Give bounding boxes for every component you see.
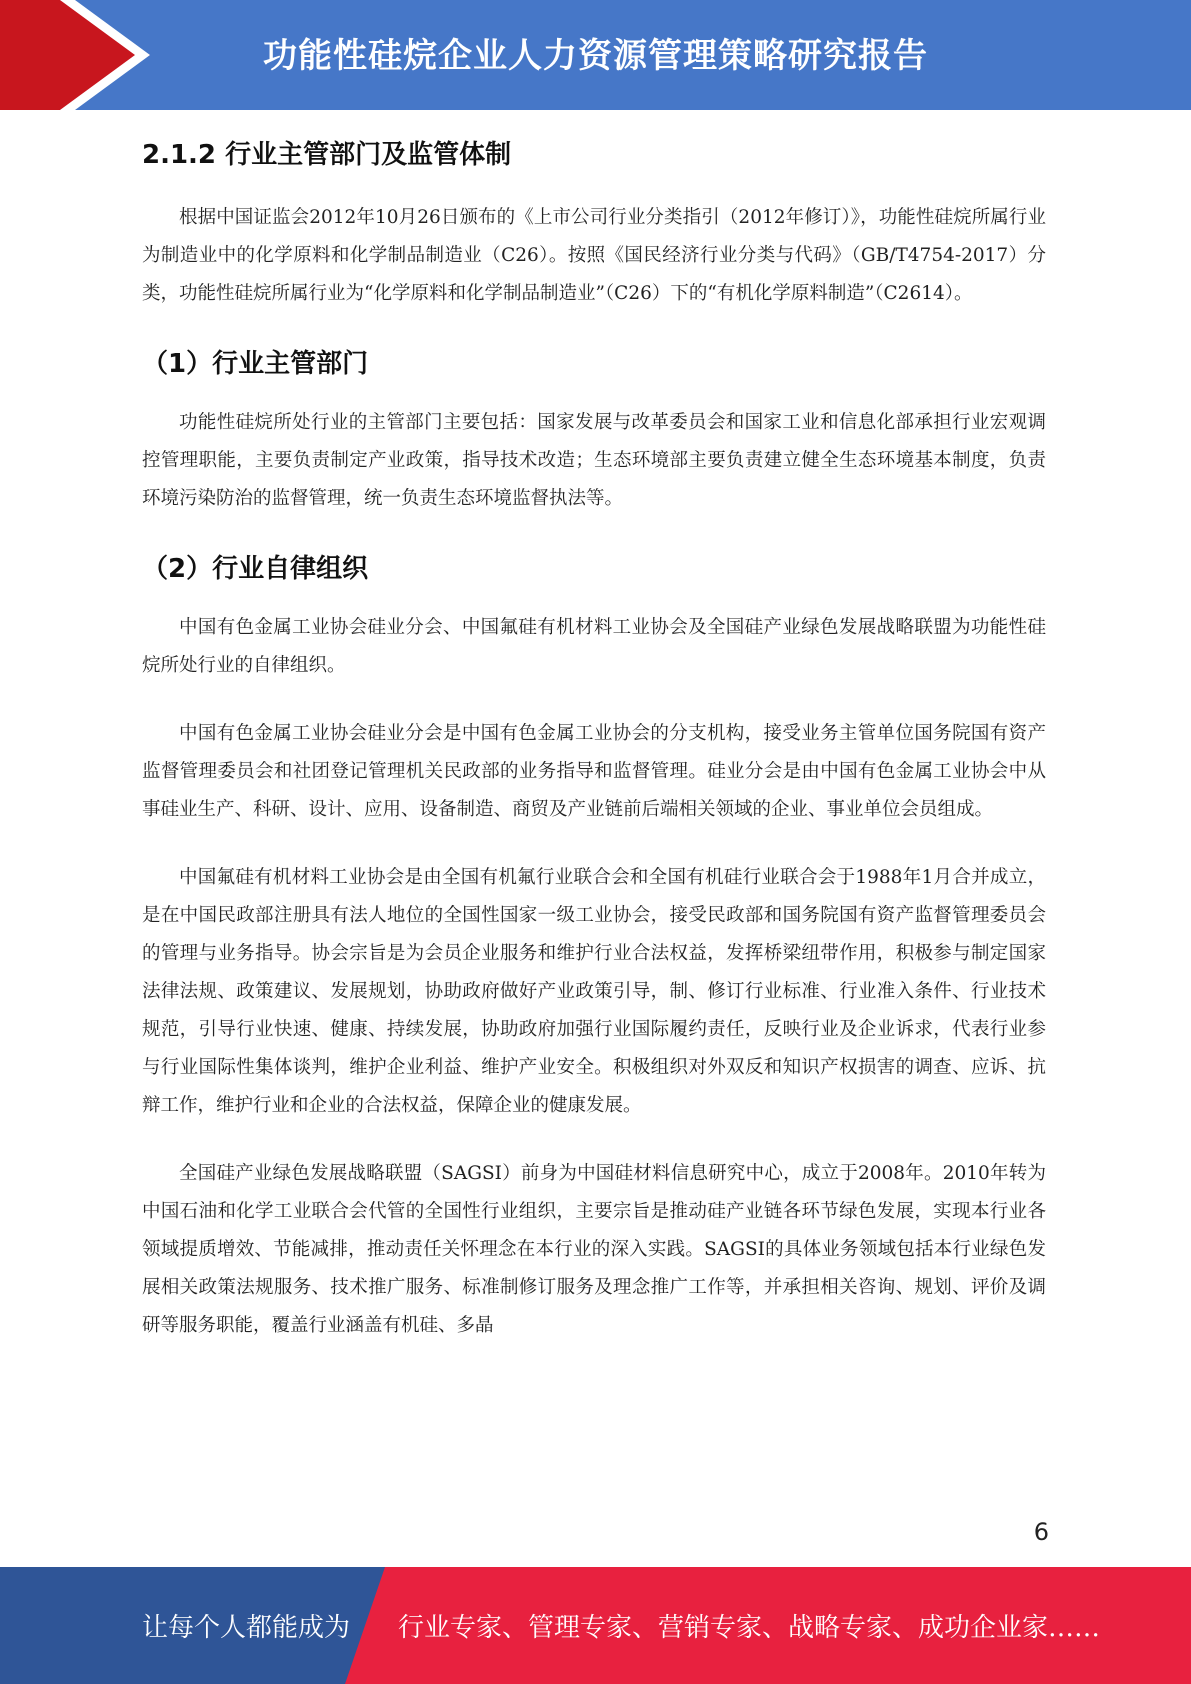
self-regulatory-paragraph-1: 中国有色金属工业协会硅业分会、中国氟硅有机材料工业协会及全国硅产业绿色发展战略联盟为功能性硅烷所处行业的自律组织。	[142, 617, 1046, 676]
subsection-heading-authority: （1）行业主管部门	[142, 349, 369, 379]
footer-slogan-left: 让每个人都能成为	[142, 1613, 351, 1643]
authority-paragraph: 功能性硅烷所处行业的主管部门主要包括：国家发展与改革委员会和国家工业和信息化部承担行业宏观调控管理职能，主要负责制定产业政策，指导技术改造；生态环境部主要负责建立健全生态环境基本制度，负责环境污染防治的监督管理，统一负责生态环境监督执法等。	[142, 412, 1046, 509]
self-regulatory-paragraph-3: 中国氟硅有机材料工业协会是由全国有机氟行业联合会和全国有机硅行业联合会于1988年1月合并成立，是在中国民政部注册具有法人地位的全国性国家一级工业协会，接受民政部和国务院国有资产监督管理委员会的管理与业务指导。协会宗旨是为会员企业服务和维护行业合法权益，发挥桥梁纽带作用，积极参与制定国家法律法规、政策建议、发展规划，协助政府做好产业政策引导，制、修订行业标准、行业准入条件、行业技术规范，引导行业快速、健康、持续发展，协助政府加强行业国际履约责任，反映行业及企业诉求，代表行业参与行业国际性集体谈判，维护企业利益、维护产业安全。积极组织对外双反和知识产权损害的调查、应诉、抗辩工作，维护行业和企业的合法权益，保障企业的健康发展。	[142, 867, 1046, 1116]
self-regulatory-paragraph-4: 全国硅产业绿色发展战略联盟（SAGSI）前身为中国硅材料信息研究中心，成立于2008年。2010年转为中国石油和化学工业联合会代管的全国性行业组织，主要宗旨是推动硅产业链各环节绿色发展，实现本行业各领域提质增效、节能减排，推动责任关怀理念在本行业的深入实践。SAGSI的具体业务领域包括本行业绿色发展相关政策法规服务、技术推广服务、标准制修订服务及理念推广工作等，并承担相关咨询、规划、评价及调研等服务职能，覆盖行业涵盖有机硅、多晶	[142, 1163, 1046, 1336]
page-footer	[0, 1567, 1191, 1684]
section-heading: 2.1.2 行业主管部门及监管体制	[142, 140, 512, 170]
report-title: 功能性硅烷企业人力资源管理策略研究报告	[263, 36, 928, 76]
intro-paragraph: 根据中国证监会2012年10月26日颁布的《上市公司行业分类指引（2012年修订）》，功能性硅烷所属行业为制造业中的化学原料和化学制品制造业（C26）。按照《国民经济行业分类与代码》（GB/T4754-2017）分类，功能性硅烷所属行业为“化学原料和化学制品制造业”（C26）下的“有机化学原料制造”（C2614）。	[142, 207, 1046, 304]
page-number: 6	[1033, 1518, 1049, 1546]
header-arrow-decoration	[0, 0, 160, 110]
page-header	[0, 0, 1191, 110]
main-content	[142, 120, 1046, 1375]
self-regulatory-paragraph-2: 中国有色金属工业协会硅业分会是中国有色金属工业协会的分支机构，接受业务主管单位国务院国有资产监督管理委员会和社团登记管理机关民政部的业务指导和监督管理。硅业分会是由中国有色金属工业协会中从事硅业生产、科研、设计、应用、设备制造、商贸及产业链前后端相关领域的企业、事业单位会员组成。	[142, 723, 1046, 820]
footer-slogan-right: 行业专家、管理专家、营销专家、战略专家、成功企业家……	[398, 1613, 1101, 1643]
subsection-heading-self-regulatory: （2）行业自律组织	[142, 554, 369, 584]
